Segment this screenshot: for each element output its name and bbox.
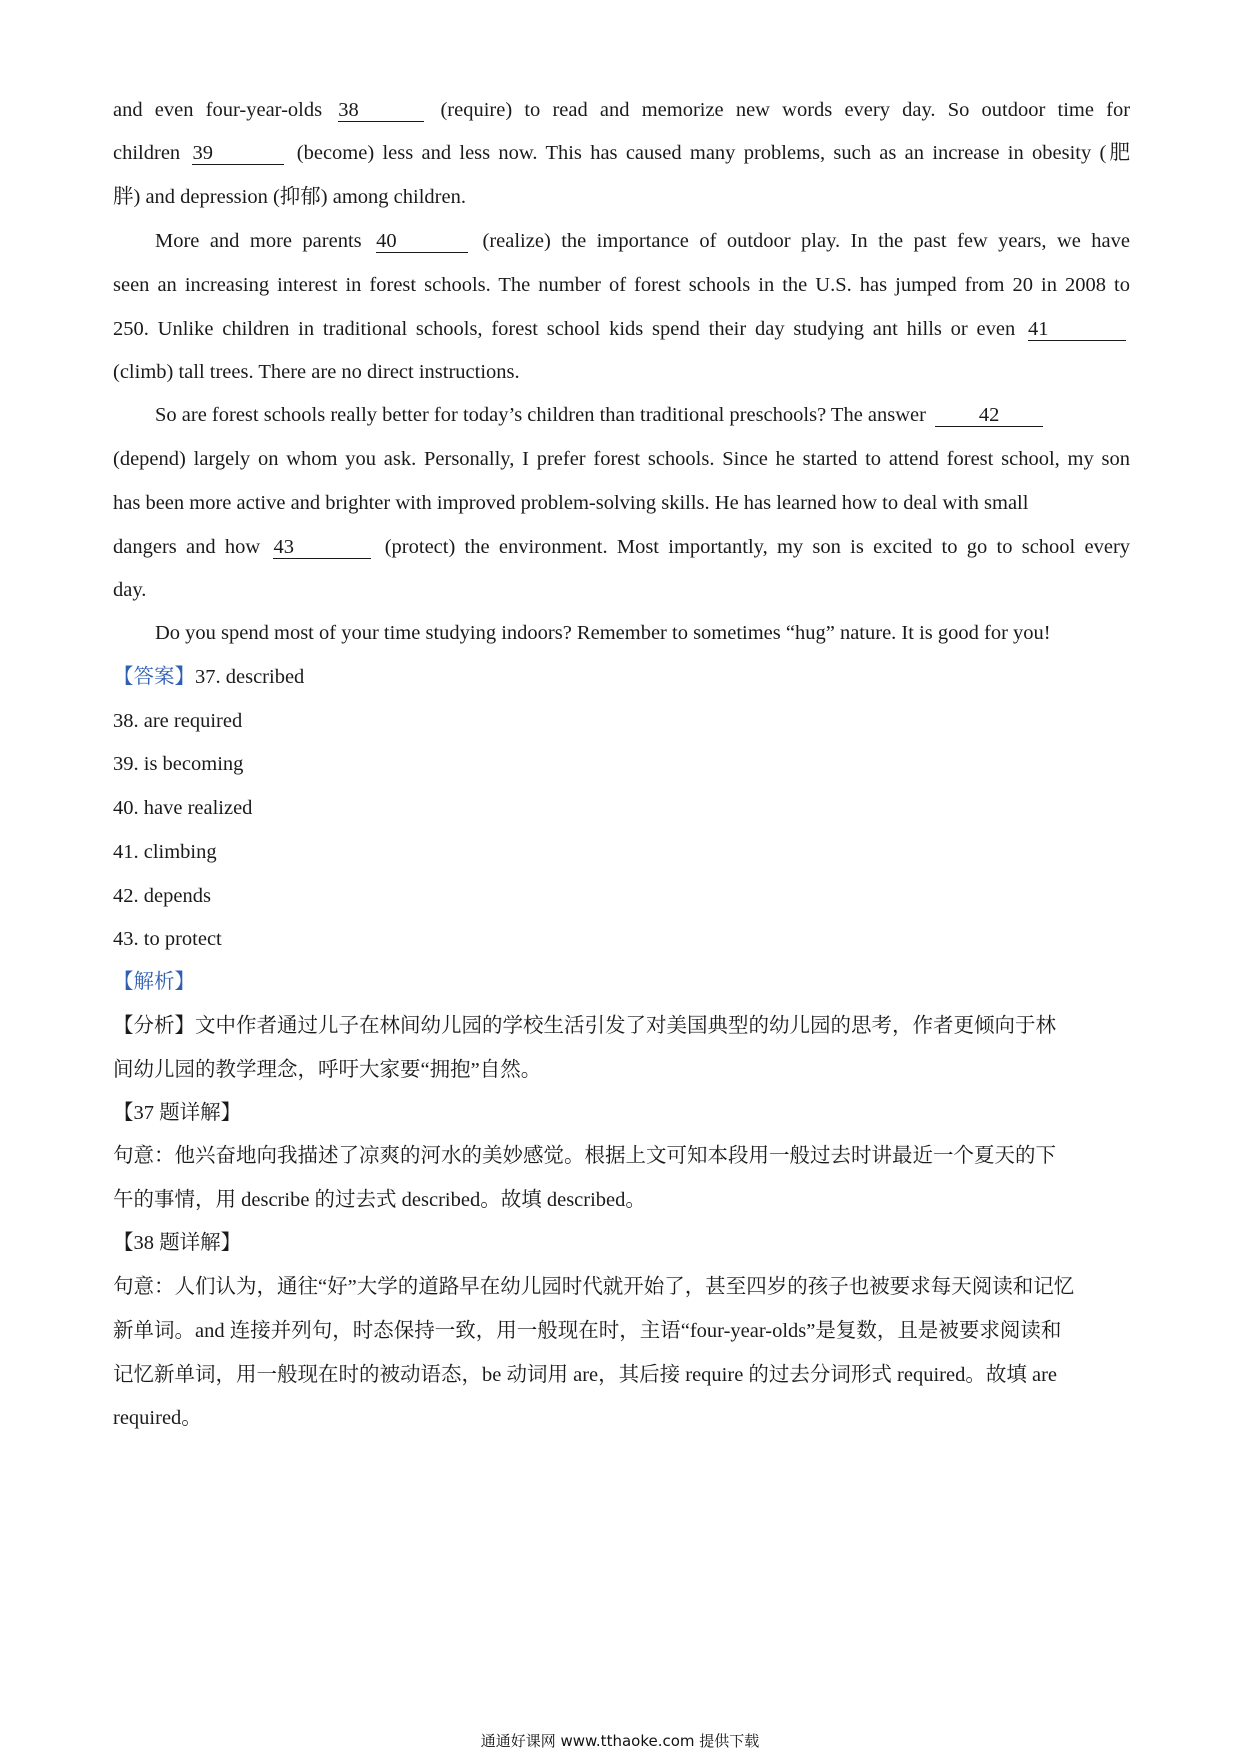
q37-heading: 【37 题详解】 [113,1102,242,1124]
passage-line-5: seen an increasing interest in forest schools. The number of forest schools in the U.S. has jumped from 20 in 2008 to [113,274,1130,296]
q37-line-1: 句意：他兴奋地向我描述了凉爽的河水的美妙感觉。根据上文可知本段用一般过去时讲最近一个夏天的下 [113,1145,1056,1167]
answer-tag: 【答案】 [113,666,195,688]
q38-line-2: 新单词。and 连接并列句，时态保持一致，用一般现在时，主语“four-year-olds”是复数，且是被要求阅读和 [113,1320,1062,1342]
passage-line-7: (climb) tall trees. There are no direct instructions. [113,361,520,383]
answer-item: 39. is becoming [113,753,244,775]
q38-line-3: 记忆新单词，用一般现在时的被动语态，be 动词用 are，其后接 require 的过去分词形式 required。故填 are [113,1364,1057,1386]
analysis-tag: 【解析】 [113,971,195,993]
fenxi-head: 【分析】 [113,1015,195,1037]
passage-line-10: has been more active and brighter with improved problem-solving skills. He has learned how to deal with small [113,492,1029,514]
blank-39[interactable]: 39 [192,142,284,165]
blank-43[interactable]: 43 [273,536,371,559]
blank-41[interactable]: 41 [1028,318,1126,341]
fenxi-line-1: 【分析】文中作者通过儿子在林间幼儿园的学校生活引发了对美国典型的幼儿园的思考，作者更倾向于林 [113,1015,1056,1037]
blank-42[interactable]: 42 [935,404,1043,427]
answer-item: 41. climbing [113,841,217,863]
passage-line-1: and even four-year-olds 38 (require) to read and memorize new words every day. So outdoor time for [113,99,1131,121]
answer-item: 38. are required [113,710,243,732]
passage-line-2: children 39 (become) less and less now. This has caused many problems, such as an increase in obesity (肥 [113,142,1131,164]
passage-line-8: So are forest schools really better for today’s children than traditional preschools? The answer 42 [155,401,1047,429]
q38-heading: 【38 题详解】 [113,1232,242,1254]
passage-line-12: day. [113,579,147,601]
q37-line-2: 午的事情，用 describe 的过去式 described。故填 described。 [113,1189,646,1211]
passage-line-11: dangers and how 43 (protect) the environment. Most importantly, my son is excited to go to school every [113,536,1131,558]
page-footer: 通通好课网 www.tthaoke.com 提供下载 [480,1732,760,1750]
blank-38[interactable]: 38 [338,99,424,122]
passage-line-4: More and more parents 40 (realize) the importance of outdoor play. In the past few years, we have [155,230,1131,252]
answer-line: 【答案】37. described [113,666,305,688]
q38-line-4: required。 [113,1407,202,1429]
q38-line-1: 句意：人们认为，通往“好”大学的道路早在幼儿园时代就开始了，甚至四岁的孩子也被要求每天阅读和记忆 [113,1276,1075,1298]
passage-line-13: Do you spend most of your time studying indoors? Remember to sometimes “hug” nature. It is good for you! [155,622,1051,644]
passage-line-3: 胖) and depression (抑郁) among children. [113,186,466,208]
answer-item: 43. to protect [113,928,222,950]
passage-line-6: 250. Unlike children in traditional schools, forest school kids spend their day studying ant hills or even 41 [113,315,1130,343]
blank-40[interactable]: 40 [376,230,468,253]
answer-item: 42. depends [113,885,211,907]
fenxi-line-2: 间幼儿园的教学理念，呼吁大家要“拥抱”自然。 [113,1059,542,1081]
answer-item: 40. have realized [113,797,253,819]
passage-line-9: (depend) largely on whom you ask. Personally, I prefer forest schools. Since he started to attend forest school, my son [113,448,1130,470]
